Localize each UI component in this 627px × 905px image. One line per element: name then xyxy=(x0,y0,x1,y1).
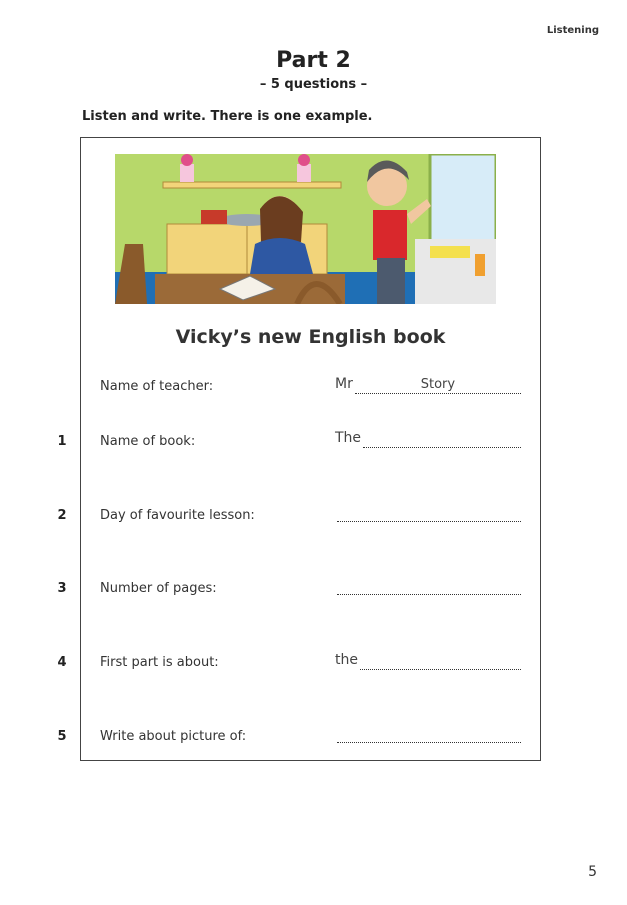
question-number-4: 4 xyxy=(57,655,67,670)
answer-line-4[interactable] xyxy=(360,653,521,670)
answer-field-5[interactable] xyxy=(335,723,521,743)
answer-line-1[interactable] xyxy=(363,431,521,448)
answer-line-2[interactable] xyxy=(337,505,521,522)
example-prefix: Mr xyxy=(335,376,353,392)
answer-field-4[interactable] xyxy=(335,650,521,670)
question-number-3: 3 xyxy=(57,581,67,596)
form-title: Vicky’s new English book xyxy=(175,326,446,348)
answer-line-3[interactable] xyxy=(337,578,521,595)
question-number-2: 2 xyxy=(57,508,67,523)
answer-prefix-1: The xyxy=(335,430,362,446)
part-title: Part 2 xyxy=(276,48,351,73)
example-label: Name of teacher: xyxy=(100,379,214,394)
part-subtitle: – 5 questions – xyxy=(259,77,368,92)
question-label-4: First part is about: xyxy=(100,655,219,670)
instruction-text: Listen and write. There is one example. xyxy=(82,109,373,124)
question-number-5: 5 xyxy=(57,729,67,744)
kitchen-illustration xyxy=(115,154,496,304)
header-section-label: Listening xyxy=(546,25,599,36)
question-label-2: Day of favourite lesson: xyxy=(100,508,255,523)
answer-field-2[interactable] xyxy=(335,502,521,522)
page-number: 5 xyxy=(588,864,597,880)
example-answer: Story xyxy=(355,377,521,394)
answer-line-5[interactable] xyxy=(337,726,521,743)
question-number-1: 1 xyxy=(57,434,67,449)
question-label-5: Write about picture of: xyxy=(100,729,247,744)
answer-field-3[interactable] xyxy=(335,575,521,595)
answer-prefix-4: the xyxy=(335,652,358,668)
example-answer-field xyxy=(335,374,521,394)
answer-field-1[interactable] xyxy=(335,428,521,448)
question-label-1: Name of book: xyxy=(100,434,196,449)
question-label-3: Number of pages: xyxy=(100,581,217,596)
